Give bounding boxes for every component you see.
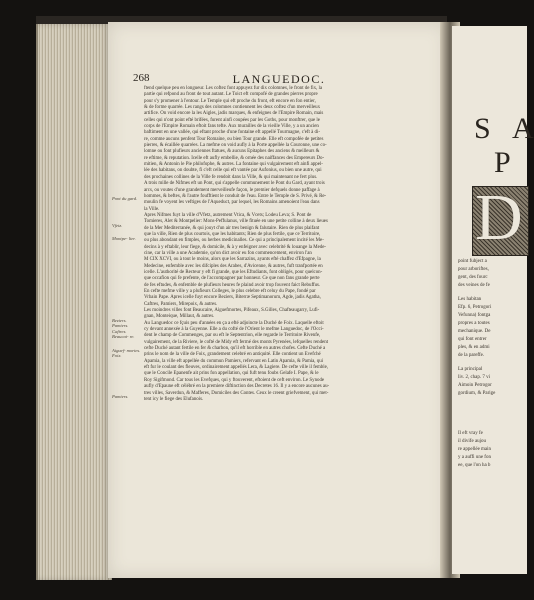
text-line: pour s'y promener à l'entour. Le Temple qui eft proche du front, eft encore en fon entier, [144,98,316,104]
text-line: ftend quelque peu en longueur. Les coftez font appuyez fur dix colomnes, le front de fix, la [144,86,323,91]
text-line: cefte Duché autant fertile en fer & charbon, qu'il eft horrible en autres chofes. Cefte Duché a [144,346,326,352]
right-text-line: il divife aujou [458,439,487,444]
margin-note: Pont du gard. [112,196,138,201]
text-line: que la ville, Rien de plus courtois, que les habitants; Rien de plus fertile, que ce Territoire, [144,231,321,237]
text-line: Au Languedoc ce fçuis peu d'années en ça a efté adjoincte la Duché de Foix. Laquelle eftoit [144,320,324,326]
right-text-line: Vefunna) fontga [458,313,491,318]
text-line: Caftres, Pamiers, Mirepoix, & autres. [144,301,218,307]
text-line: eft fur le coulant des fleuves, ordinairement appellés Lera, & Lagiere. De cefte ville il femble, [144,365,328,371]
text-line: Medecine, enfemble avec les difciples des Arabes, d'Avicenne, & autres, fuft tranfportée en [144,263,323,269]
text-line: icelle. L'authorité de Recteur y eft fi grande, que les Eftudiants, font obligés, pour quelcon- [144,269,323,275]
body-text [144,86,426,556]
text-line: moulin fe voyent les veftiges de l'Aqueduct, par lequel, les Romains amenoient l'eau dans [144,200,320,206]
margin-note: Pamiers. [112,394,129,399]
text-line: de fes eftudes, & enfemble de plufieurs heures fe plaind avoir trop fouvent faict Rebuffus. [144,282,321,288]
text-line: ou plus abondant en fimples, ou herbes medicinalles. Ce qui a principalement incité les Me- [144,238,324,244]
page-edges [36,24,112,580]
text-line: corps de l'Empire Romain eftoit fans tefte. Aux murailles de la vieille Ville, y a un ancien [144,124,319,130]
text-line: cy devant annexée à la Guyenne. Elle a du cofté de l'Orient le mefme Languedoc, de l'Occi- [144,327,324,333]
text-line: la Ville. [144,206,160,212]
right-heading-letter: A [512,112,534,145]
text-line: Les moindres villes font Beaucaire, Aiguefmortes, Pifeaux, S.Gilles, Chafteaugarry, Lufi- [144,308,320,314]
right-text-line: gent, des fourc [458,275,488,280]
text-line: aufly d'Epaune eft célébré en la premiere diftinction des Decretes 16. Il y a encore aucunes au- [144,384,330,390]
right-text-line: qui font entrer [458,337,487,342]
text-line: celles qui n'ont point efté brifées, furent ainfi coupées par les Goths, pour monftrer, que le [144,117,320,123]
right-text-line: ples, & en admi [458,345,490,350]
text-line: re, comme aucuns penfent Tour Romaine, ou bien Tour grande. Elle eft compofée de petites [144,136,324,142]
drop-cap: D [475,181,523,254]
text-line: Vrbain Pape. Apres icelle fuyt encore Beziers, Biterræ Septimanorum, Agde, jadis Agatha, [144,295,321,301]
right-text-line: re appellée main [458,447,492,452]
margin-note: Vfetz. [112,223,123,228]
text-line: re eftime, & reputation. Icelle eft aufly embellie, & ornée des naiffances des Empereurs Do- [144,155,325,161]
right-text-line: Les habitan [458,297,482,302]
text-line: En cefte mefme ville y a plufieurs Colleges, le plus celebre eft celuy du Pape, fondé par [144,289,316,294]
text-line: des prochaines collines de la Ville fe rendoit dans la Ville, & qui maintenant ne fert plus. [144,174,318,180]
text-line: arcs, ou voutes d'une grandement merveilleufe façon, le premier defquels donne paffage à [144,187,320,193]
right-text-line: Efp. 6, Petrogori [458,305,492,310]
text-line: decins à y eftablir, leur fiege, & domicile, & à y enfeigner avec celebrité & louange la Mede- [144,244,327,250]
right-text-line: Aimoin Petrogor [458,383,492,388]
text-line: Roy Sigifmond. Car tous les Evefques, qui y ftouverent, eftoient de ceft environ. Le Synode [144,377,325,383]
text-line: que le Concile Epanenfe ait prins fon appellation, qui fuft tenu foubs Gelafe I. Pape, & le [144,371,319,377]
text-line: lomne ou font plufieurs anciennes ftatues, & aucuns Epitaphes des anciens & meilleurs & [144,149,320,155]
right-text-line: La principal [458,367,483,372]
margin-note: Aiguef- mortes. Foix. [112,348,141,359]
text-line: hommes, & beftes, & l'autre foufftient le conduit de l'eau. Entre le Temple de S. Privé, & Re- [144,193,327,199]
text-line: M CIX XCVI, ou à tout le moins, alors que les Sarrazins, ayants efté chaffez d'Efpagne, la [144,257,321,263]
right-text-line: propres a toutes [458,321,490,326]
margin-note: Beziers. Pamiers. Caftres. Beaucai- re. [112,318,135,340]
text-line: gnan, Monteique, Millaut, & autres. [144,314,215,320]
right-text-line: point fubject a [458,259,487,264]
right-heading-letter: S [474,112,491,145]
right-text-line: pour arboriftes, [458,267,489,272]
right-text-line: liv. 2, chap. 7 vi [458,375,491,380]
right-text-line: de la pareffe. [458,353,485,358]
margin-note: Montpe- lier. [112,236,136,241]
text-line: partie qui refpond au front de tout autant. Le Toict eft compofé de grandes pierres propre [144,92,318,98]
right-text-line: mechanique. De [458,329,491,334]
text-line: Apres Nifmes fuyt la ville d'Vfetz, autrement Vtica, & Vcets; Lodeu Leva; S. Pont de [144,212,312,218]
right-text-line: gordium, & Parige [458,391,496,396]
text-line: de la Mer Mediterranée, & qui jouyt d'un air tres benign & falutaire. Rien de plus plaifant [144,225,320,231]
text-line: Apamia, la ville eft appellée du commun Pamiers, refervant en Latin Apamia, & Pamia, qui [144,358,323,364]
text-line: A trois mille de Nifmes eft un Pont, qui s'appelle communement le Pont du Gard, ayant trois [144,181,325,187]
text-line: vulgairement, de la Riviere, le cofté de Midy eft fermé des monts Pyrenées, lefquelles rendent [144,339,329,345]
text-line: & de forme quarrée. Les rangs des colomnes contiennent les deux coftez d'un merveilleux [144,105,321,111]
text-line: cine, car la ville a une Academie, qu'on dict avoir eu fon commencement, environ l'an [144,250,312,256]
text-line: dent le champ de Commenges, par ou eft le Septentrion, elle regarde le Territoire Rivenfe, [144,333,321,339]
text-line: pierres, & écaillée quarrées. La mefme on void aufly à la Porte appellée la Couronne, une co- [144,143,327,149]
right-heading-letter: P [494,146,511,179]
right-text-line: des veines de fe [458,283,490,288]
text-line: artifice. On void encore la les Aigles, jadis marques, & enfeignes de l'Empire Romain, mais [144,111,324,117]
text-line: mitien, & Antonin le Pie philofophe, & autres. La fontaine qui vulgairement eft ainfi appel- [144,162,323,168]
page-number: 268 [133,72,150,84]
text-line: tres villes, Saverdun, & Mafferes, Domiciles des Contes. Ceux le creent griefvement, qui met- [144,390,329,396]
right-text-line: y a auffi une fon [458,455,491,460]
right-text-line: ee, que l'on ha b [458,463,491,468]
text-line: tent icy le fiege des Elufanois. [144,396,204,402]
text-line: baftiment en une vallée, qui eftant proche d'une fontaine eft appellé Tourmagne, c'eft à di- [144,130,320,136]
text-line: prins le nom de la ville de Foix, grandement celebré en antiquité. Elle contient un Evefché [144,352,321,358]
text-line: que occafion qui fe prefente, de l'accompagner par honneur. Ce que non fans grande perte [144,276,320,282]
text-line: lée des habitans, on doubte, fi c'eft celle qui eft vantée par Aufonius, ou bien une autre, qui [144,168,322,174]
text-line: Tomieres, Alet & Montpelier: Mons-Peffulanus, ville fituée en une petite colline à deux lieues [144,219,328,225]
running-head: LANGUEDOC. [232,72,326,86]
right-text-line: Il eft vray fe [458,431,483,436]
